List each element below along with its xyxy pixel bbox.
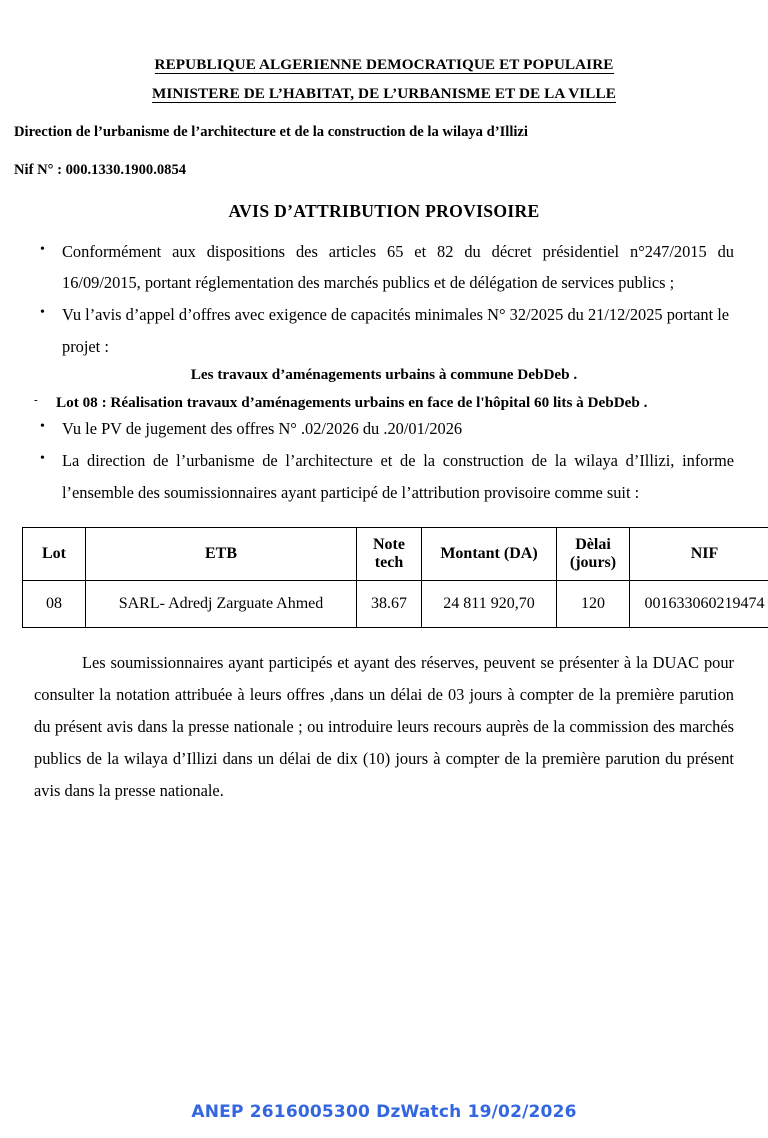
page-title: AVIS D’ATTRIBUTION PROVISOIRE	[228, 200, 540, 221]
column-header-montant: Montant (DA)	[422, 527, 557, 580]
column-header-delai-line1: Dèlai	[575, 535, 611, 553]
republic-line: REPUBLIQUE ALGERIENNE DEMOCRATIQUE ET POPULAIRE	[154, 56, 614, 73]
column-header-lot: Lot	[23, 527, 86, 580]
award-table	[22, 527, 768, 628]
award-table-wrapper	[22, 527, 765, 628]
list-item: • La direction de l’urbanisme de l’architecture et de la construction de la wilaya d’Illizi, informe l’ensemble des soumissionnaires ayant participé de l’attribution provisoire comme suit :	[34, 445, 734, 509]
column-header-delai	[557, 527, 630, 580]
cell-lot: 08	[23, 580, 86, 627]
cell-delai: 120	[557, 580, 630, 627]
document-header	[0, 0, 768, 179]
anep-footer: ANEP 2616005300 DzWatch 19/02/2026	[191, 1102, 577, 1122]
cell-etb: SARL- Adredj Zarguate Ahmed	[86, 580, 357, 627]
bullet-list	[0, 236, 768, 509]
cell-montant: 24 811 920,70	[422, 580, 557, 627]
list-item: • Vu le PV de jugement des offres N° .02/2026 du .20/01/2026	[34, 413, 734, 445]
column-header-note-tech	[357, 527, 422, 580]
column-header-note-tech-line1: Note	[373, 535, 405, 553]
lot-description: - Lot 08 : Réalisation travaux d’aménagements urbains en face de l'hôpital 60 lits à DebDeb .	[30, 393, 768, 413]
cell-note-tech: 38.67	[357, 580, 422, 627]
ministry-line: MINISTERE DE L’HABITAT, DE L’URBANISME ET DE LA VILLE	[151, 85, 616, 103]
column-header-etb: ETB	[86, 527, 357, 580]
table-header	[23, 527, 768, 580]
table-row	[23, 580, 768, 627]
column-header-note-tech-line2: tech	[374, 553, 404, 571]
project-title: Les travaux d’aménagements urbains à commune DebDeb .	[190, 366, 578, 384]
republic-line-wrapper	[0, 56, 768, 74]
list-item: • Conformément aux dispositions des articles 65 et 82 du décret présidentiel n°247/2015 du 16/09/2015, portant réglementation des marchés publics et de délégation de services publics ;	[34, 236, 734, 300]
closing-paragraph: Les soumissionnaires ayant participés et ayant des réserves, peuvent se présenter à la DUAC pour consulter la notation attribuée à leurs offres ,dans un délai de 03 jours à compter de la première parution du présent avis dans la presse nationale ; ou introduire leurs recours auprès de la commission des marchés publics de la wilaya d’Illizi dans un délai de dix (10) jours à compter de la première parution du présent avis dans la presse nationale.	[34, 652, 734, 800]
direction-line: Direction de l’urbanisme de l’architecture et de la construction de la wilaya d’Illizi	[14, 124, 528, 141]
column-header-nif: NIF	[630, 527, 768, 580]
nif-line: Nif N° : 000.1330.1900.0854	[14, 162, 187, 179]
ministry-line-wrapper	[0, 85, 768, 103]
table-body	[23, 580, 768, 627]
list-item: • Vu l’avis d’appel d’offres avec exigence de capacités minimales N° 32/2025 du 21/12/2025 portant le projet :	[34, 299, 734, 363]
table-header-row	[23, 527, 768, 580]
cell-nif: 001633060219474	[630, 580, 768, 627]
column-header-delai-line2: (jours)	[569, 553, 617, 571]
